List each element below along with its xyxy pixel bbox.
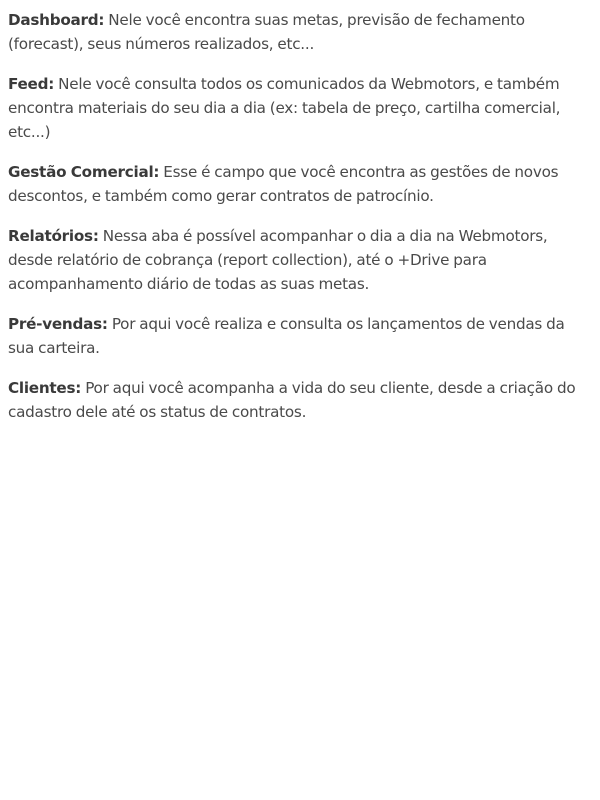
item-term: Dashboard: <box>8 11 105 29</box>
item-description: Esse é campo que você encontra as gestões de novos descontos, e também como gerar contratos de patrocínio. <box>8 163 559 205</box>
item-dashboard <box>8 8 592 56</box>
item-description: Nele você encontra suas metas, previsão de fechamento (forecast), seus números realizados, etc... <box>8 11 525 53</box>
item-description: Por aqui você acompanha a vida do seu cliente, desde a criação do cadastro dele até os status de contratos. <box>8 379 576 421</box>
item-term: Clientes: <box>8 379 82 397</box>
item-description: Nele você consulta todos os comunicados da Webmotors, e também encontra materiais do seu dia a dia (ex: tabela de preço, cartilha comercial, etc...) <box>8 75 561 141</box>
item-term: Feed: <box>8 75 55 93</box>
item-relatorios <box>8 224 592 296</box>
item-term: Pré-vendas: <box>8 315 108 333</box>
item-feed <box>8 72 592 144</box>
item-gestao-comercial <box>8 160 592 208</box>
item-pre-vendas <box>8 312 592 360</box>
item-clientes <box>8 376 592 424</box>
item-term: Relatórios: <box>8 227 99 245</box>
item-description: Por aqui você realiza e consulta os lançamentos de vendas da sua carteira. <box>8 315 565 357</box>
item-description: Nessa aba é possível acompanhar o dia a dia na Webmotors, desde relatório de cobrança (report collection), até o +Drive para acompanhamento diário de todas as suas metas. <box>8 227 548 293</box>
item-term: Gestão Comercial: <box>8 163 160 181</box>
